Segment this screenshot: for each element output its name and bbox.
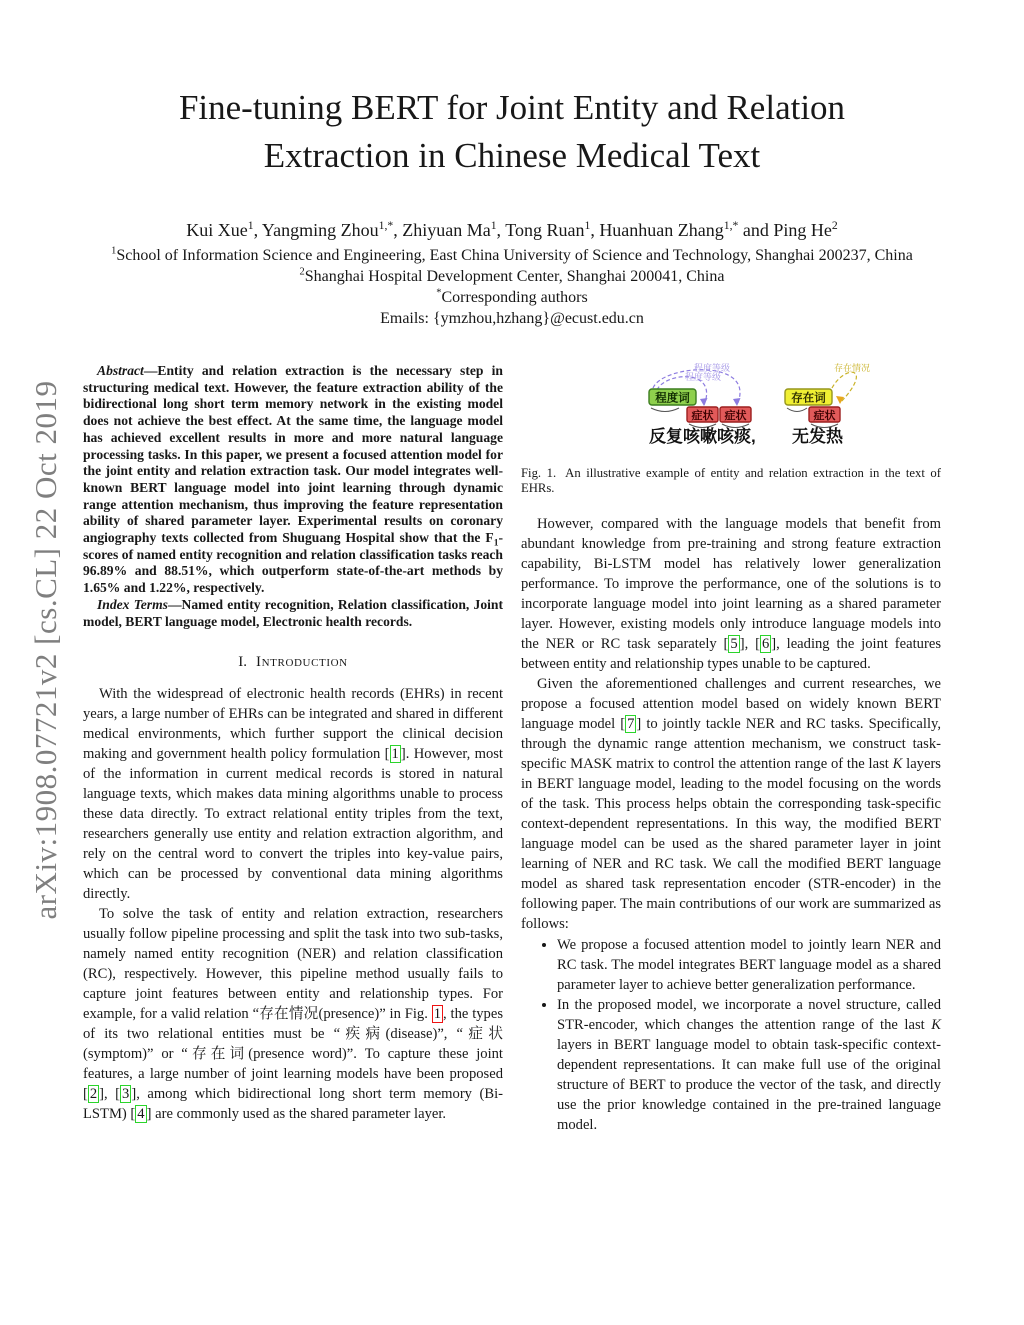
text-segment: 1	[584, 219, 591, 232]
author-line	[0, 218, 1024, 242]
figure-caption	[521, 466, 941, 495]
text-segment: 1	[493, 538, 499, 549]
text-segment: ], among which bidirectional long short term memory (Bi-LSTM) [	[83, 1086, 503, 1123]
text-segment: Emails: {ymzhou,hzhang}@ecust.edu.cn	[380, 310, 644, 327]
text-segment: ], [	[99, 1086, 121, 1103]
text-segment: We propose a focused attention model to jointly learn NER and RC task. The model integrates BERT language model as a shared parameter layer to achieve better generalization performance.	[557, 937, 941, 994]
figure-sentence-right: 无发热	[792, 427, 843, 446]
entity-label-symptom-3: 症状	[813, 410, 836, 422]
text-segment: 2	[831, 219, 838, 232]
left-column	[83, 363, 503, 1124]
text-segment: -scores of named entity recognition and relation classification tasks reach 96.89% and 88.51%, which outperform state-of-the-art methods by 1.65% and 1.22%, respectively.	[83, 530, 503, 596]
section-heading-introduction	[83, 654, 503, 671]
contribution-item-1	[557, 935, 941, 995]
section-title: Introduction	[256, 654, 348, 671]
text-segment: In the proposed model, we incorporate a novel structure, called STR-encoder, which changes the attention range of the last	[557, 997, 941, 1034]
underbrace-icon	[787, 408, 807, 412]
text-segment: 1	[490, 219, 497, 232]
intro-paragraph-2	[83, 904, 503, 1124]
text-segment: ] to jointly tackle NER and RC tasks. Specifically, through the dynamic range attention mechanism, we construct task-specific MASK matrix to control the attention range of the last	[521, 716, 941, 773]
text-segment: Shanghai Hospital Development Center, Shanghai 200041, China	[304, 268, 725, 285]
right-column	[521, 358, 941, 1135]
text-segment: 1,*	[378, 219, 394, 232]
text-segment: , Tong Ruan	[496, 220, 585, 240]
relation-label-degree-inner: 程度等级	[684, 372, 722, 382]
intro-paragraph-1	[83, 684, 503, 904]
entity-label-symptom-2: 症状	[724, 410, 747, 422]
right-paragraph-2	[521, 674, 941, 934]
text-segment: —Named entity recognition, Relation classification, Joint model, BERT language model, Electronic health records.	[83, 596, 503, 629]
underbrace-icon	[651, 408, 679, 412]
text-segment: *	[436, 287, 442, 299]
text-segment: K	[931, 1017, 941, 1034]
text-segment: Index Terms	[97, 596, 168, 612]
text-segment: 1	[111, 245, 117, 257]
figure-1-drawing	[633, 362, 883, 458]
citation-link[interactable]: 3	[122, 1086, 130, 1103]
text-segment: However, compared with the language models that benefit from abundant knowledge from pre-training and strong feature extraction capability, Bi-LSTM model has relatively lower generalization performance. To improve the performance, one of the solutions is to incorporate language model into joint learning as a shared parameter layer. However, existing models only introduce language models into the NER or RC task separately [	[521, 516, 941, 653]
text-segment: Given the aforementioned challenges and current researches, we propose a focused attention model based on widely known BERT language model [	[521, 676, 941, 733]
citation-link[interactable]: 4	[137, 1106, 145, 1123]
text-segment: Kui Xue	[186, 220, 248, 240]
paper-title	[0, 84, 1024, 180]
text-segment: , Yangming Zhou	[253, 220, 379, 240]
entity-label-presence-word: 存在词	[791, 392, 826, 405]
text-segment: School of Information Science and Engineering, East China University of Science and Technology, Shanghai 200237, China	[116, 247, 913, 264]
right-paragraph-1	[521, 514, 941, 674]
index-terms-paragraph	[83, 597, 503, 630]
citation-link[interactable]: 6	[761, 636, 770, 653]
emails-line	[0, 308, 1024, 329]
figure-ref-link[interactable]: 1	[433, 1006, 442, 1023]
text-segment: (presence)” in Fig.	[318, 1006, 432, 1023]
text-segment: , Zhiyuan Ma	[393, 220, 491, 240]
text-segment: 1	[247, 219, 254, 232]
text-segment: and Ping He	[738, 220, 832, 240]
section-number: I.	[238, 654, 248, 671]
text-segment: Abstract	[97, 363, 144, 378]
text-segment: layers in BERT language model, leading to the model focusing on the words of the task. This process helps obtain the corresponding task-specific context-dependent representations. In this way, the modified BERT language model can be used as the shared parameter layer in joint learning of NER and RC task. We call the modified BERT language model as shared task representation encoder (STR-encoder) in the following paper. The main contributions of our work are summarized as follows:	[521, 756, 942, 933]
text-segment: ], leading the joint features between entity and relationship types unable to be captured.	[521, 636, 941, 673]
arxiv-watermark: arXiv:1908.07721v2 [cs.CL] 22 Oct 2019	[28, 380, 63, 920]
text-segment: Corresponding authors	[441, 289, 588, 306]
affiliation-1	[0, 245, 1024, 266]
text-segment: layers in BERT language model to obtain task-specific context-dependent representations. It can make full use of the original structure of BERT to produce the vector of the task, and directly use the prior knowledge contained in the pre-trained language model.	[557, 1037, 941, 1134]
citation-link[interactable]: 5	[730, 636, 738, 653]
text-segment: , Huanhuan Zhang	[590, 220, 724, 240]
text-segment: —Entity and relation extraction is the necessary step in structuring medical text. However, the feature extraction ability of the bidirectional long short term memory network in the existing model does not achieve the best effect. At the same time, the language model has achieved excellent results in more and more natural language processing tasks. In this paper, we present a focused attention model for the joint entity and relation extraction task. Our model integrates well-known BERT language model into joint learning through dynamic range attention mechanism, thus improving the feature representation ability of shared parameter layer. Experimental results on coronary angiography texts collected from Shuguang Hospital show that the F	[83, 363, 503, 546]
text-segment: ] are commonly used as the shared parameter layer.	[146, 1106, 447, 1123]
text-segment: ]. However, most of the information in current medical records is stored in natural language texts, which makes data mining algorithms unable to process these data directly. To extract relational entity triples from the text, researchers generally use entity and relation extraction algorithm, and rely on the central word to convert the triples into key-value pairs, which can be processed by conventional data mining algorithms directly.	[83, 746, 503, 903]
paper-title-line1: Fine-tuning BERT for Joint Entity and Relation	[178, 88, 846, 127]
paper-title-line2: Extraction in Chinese Medical Text	[263, 136, 761, 175]
text-segment: K	[892, 756, 903, 773]
contribution-list	[521, 935, 941, 1135]
text-segment: With the widespread of electronic health records (EHRs) in recent years, a large number of EHRs can be integrated and shared in different medical environments, which further support the clinical decision making and government health policy formulation [	[83, 686, 503, 763]
text-segment: ], [	[739, 636, 760, 653]
abstract-paragraph	[83, 363, 503, 597]
arrowhead-icon	[733, 398, 741, 406]
affiliation-2	[0, 266, 1024, 287]
figure-entity-relation-example	[633, 362, 883, 458]
figure-caption-text: An illustrative example of entity and relation extraction in the text of EHRs.	[521, 466, 941, 495]
figure-sentence-left: 反复咳嗽咳痰,	[649, 427, 756, 446]
text-segment: 2	[299, 266, 305, 278]
figure-caption-label: Fig. 1.	[521, 466, 557, 480]
text-segment: (disease)”, “	[385, 1026, 463, 1043]
text-segment: (symptom)” or “	[83, 1046, 188, 1063]
entity-label-symptom-1: 症状	[691, 410, 714, 422]
corresponding-authors-note	[0, 287, 1024, 308]
text-segment: (presence word)”. To capture these joint features, a large number of joint learning models have been proposed [	[83, 1046, 503, 1103]
relation-label-presence: 存在情况	[833, 363, 871, 373]
text-segment: , the types of its two relational entities must be “	[83, 1006, 503, 1043]
arrowhead-icon	[700, 398, 708, 406]
citation-link[interactable]: 1	[391, 746, 399, 763]
relation-arc-presence	[832, 372, 856, 403]
text-segment: 症状	[462, 1026, 503, 1043]
text-segment: 存在情况	[259, 1006, 319, 1023]
text-segment: 疾病	[340, 1026, 386, 1043]
contribution-item-2	[557, 995, 941, 1135]
entity-label-degree-word: 程度词	[655, 392, 690, 405]
text-segment: To solve the task of entity and relation extraction, researchers usually follow pipeline processing and split the task into two sub-tasks, namely named entity recognition (NER) and relation classification (RC), respectively. However, this pipeline method usually fails to capture joint features between entity and relationship types. For example, for a valid relation “	[83, 906, 503, 1023]
text-segment: 存在词	[187, 1046, 249, 1063]
citation-link[interactable]: 2	[89, 1086, 98, 1103]
relation-label-degree-outer: 程度等级	[693, 363, 731, 373]
text-segment: 1,*	[723, 219, 739, 232]
citation-link[interactable]: 7	[627, 716, 635, 733]
front-matter	[0, 218, 1024, 329]
